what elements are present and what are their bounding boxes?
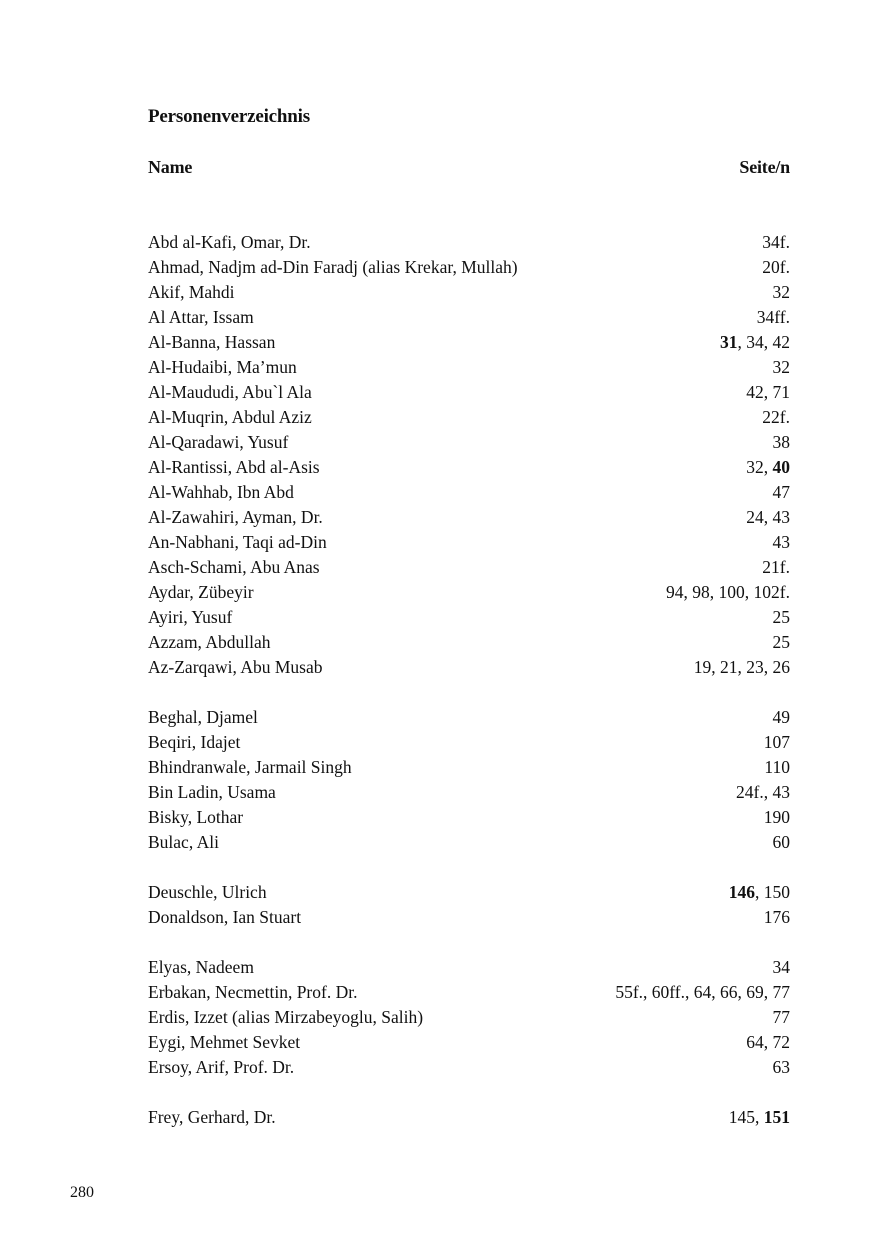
index-entry [148,955,790,980]
entry-name: Bulac, Ali [148,832,219,852]
index-entry [148,480,790,505]
entry-pages [762,555,790,580]
entry-name: Aydar, Zübeyir [148,582,254,602]
page-number: 280 [70,1184,94,1201]
entry-name: Al-Wahhab, Ibn Abd [148,482,294,502]
page-ref-bold: 151 [763,1107,790,1127]
index-entry [148,405,790,430]
entry-pages [762,255,790,280]
index-entry [148,905,790,930]
page-ref: 94, 98, 100, 102f. [666,582,790,602]
page-ref: 24f., 43 [736,782,790,802]
entry-pages [773,355,791,380]
entry-name: Eygi, Mehmet Sevket [148,1032,301,1052]
index-entry [148,530,790,555]
index-group [148,955,790,1080]
page-ref: 107 [763,732,790,752]
index-group [148,1105,790,1130]
page-ref: 34 [772,957,790,977]
page-ref: 32 [772,282,790,302]
page-ref: 176 [763,907,790,927]
entry-name: Erdis, Izzet (alias Mirzabeyoglu, Salih) [148,1007,424,1027]
page-ref: 25 [772,607,790,627]
page-ref: 19, 21, 23, 26 [693,657,790,677]
page-ref: 32 [772,357,790,377]
index-group [148,880,790,930]
index-entry [148,980,790,1005]
page-ref: 49 [772,707,790,727]
entry-pages [746,455,790,480]
entry-name: Ersoy, Arif, Prof. Dr. [148,1057,295,1077]
entry-pages [773,605,791,630]
entry-pages [736,780,790,805]
index-entry [148,505,790,530]
entry-name: Al-Banna, Hassan [148,332,276,352]
entry-pages [773,630,791,655]
index-group [148,705,790,855]
page-ref: 64, 72 [746,1032,790,1052]
entry-name: Al-Maududi, Abu`l Ala [148,382,312,402]
page-ref: , 34, 42 [737,332,790,352]
index-entry [148,380,790,405]
entry-name: Akif, Mahdi [148,282,235,302]
entry-pages [773,480,791,505]
entry-name: Azzam, Abdullah [148,632,271,652]
entry-pages [773,1055,791,1080]
index-entry [148,580,790,605]
index-group [148,230,790,680]
page-ref: 34ff. [756,307,790,327]
index-entry [148,705,790,730]
page-ref: 38 [772,432,790,452]
index-entry [148,805,790,830]
entry-pages [757,305,790,330]
entry-pages [773,430,791,455]
page-ref: 60 [772,832,790,852]
index-entry [148,1055,790,1080]
page-ref: 32, [746,457,773,477]
page-ref-bold: 31 [720,332,738,352]
entry-pages [764,905,790,930]
entry-name: Al-Rantissi, Abd al-Asis [148,457,320,477]
entry-pages [773,830,791,855]
entry-pages [773,280,791,305]
entry-pages [746,380,790,405]
entry-pages [764,755,790,780]
entry-pages [746,1030,790,1055]
index-entry [148,430,790,455]
page-ref: 25 [772,632,790,652]
entry-pages [764,805,790,830]
page-ref: 21f. [762,557,790,577]
entry-name: Al-Zawahiri, Ayman, Dr. [148,507,323,527]
entry-pages [773,530,791,555]
page-ref: 20f. [762,257,790,277]
index-entry [148,605,790,630]
entry-name: Elyas, Nadeem [148,957,254,977]
page-ref: 63 [772,1057,790,1077]
page-ref: 145, [728,1107,764,1127]
entry-name: Al-Muqrin, Abdul Aziz [148,407,312,427]
index-entry [148,780,790,805]
index-entry [148,355,790,380]
index-entry [148,630,790,655]
entry-pages [694,655,790,680]
entry-name: Donaldson, Ian Stuart [148,907,302,927]
person-index [148,230,790,1155]
page-ref: 24, 43 [746,507,790,527]
page-ref: 190 [763,807,790,827]
page-ref: 34f. [762,232,790,252]
entry-pages [762,230,790,255]
entry-pages [746,505,790,530]
entry-name: An-Nabhani, Taqi ad-Din [148,532,327,552]
page-ref: , 150 [755,882,790,902]
column-header-pages: Seite/n [739,157,790,177]
column-header-name: Name [148,157,193,177]
entry-name: Bisky, Lothar [148,807,244,827]
entry-pages [762,405,790,430]
page-ref-bold: 40 [772,457,790,477]
page-ref: 42, 71 [746,382,790,402]
entry-pages [666,580,790,605]
entry-pages [720,330,790,355]
index-entry [148,830,790,855]
entry-pages [729,1105,790,1130]
entry-pages [773,705,791,730]
page-ref: 22f. [762,407,790,427]
entry-name: Ayiri, Yusuf [148,607,233,627]
entry-name: Bin Ladin, Usama [148,782,276,802]
entry-pages [729,880,790,905]
index-entry [148,255,790,280]
index-entry [148,455,790,480]
entry-name: Al-Qaradawi, Yusuf [148,432,289,452]
index-entry [148,755,790,780]
entry-name: Beqiri, Idajet [148,732,241,752]
entry-pages [615,980,790,1005]
index-entry [148,1030,790,1055]
page-ref: 110 [764,757,790,777]
entry-name: Abd al-Kafi, Omar, Dr. [148,232,311,252]
entry-name: Asch-Schami, Abu Anas [148,557,320,577]
entry-pages [773,955,791,980]
index-entry [148,280,790,305]
entry-name: Al Attar, Issam [148,307,254,327]
page-ref: 43 [772,532,790,552]
index-entry [148,880,790,905]
page-ref-bold: 146 [728,882,755,902]
index-entry [148,1105,790,1130]
index-entry [148,730,790,755]
index-entry [148,655,790,680]
index-entry [148,230,790,255]
index-entry [148,305,790,330]
index-entry [148,1005,790,1030]
entry-name: Deuschle, Ulrich [148,882,267,902]
entry-name: Al-Hudaibi, Ma’mun [148,357,297,377]
entry-name: Ahmad, Nadjm ad-Din Faradj (alias Krekar, Mullah) [148,257,518,277]
entry-name: Az-Zarqawi, Abu Musab [148,657,323,677]
entry-pages [773,1005,791,1030]
entry-name: Beghal, Djamel [148,707,258,727]
entry-name: Erbakan, Necmettin, Prof. Dr. [148,982,358,1002]
page-ref: 77 [772,1007,790,1027]
page-ref: 47 [772,482,790,502]
page-title: Personenverzeichnis [148,106,310,127]
entry-name: Bhindranwale, Jarmail Singh [148,757,352,777]
entry-pages [764,730,790,755]
page-ref: 55f., 60ff., 64, 66, 69, 77 [615,982,790,1002]
index-entry [148,555,790,580]
index-entry [148,330,790,355]
entry-name: Frey, Gerhard, Dr. [148,1107,276,1127]
